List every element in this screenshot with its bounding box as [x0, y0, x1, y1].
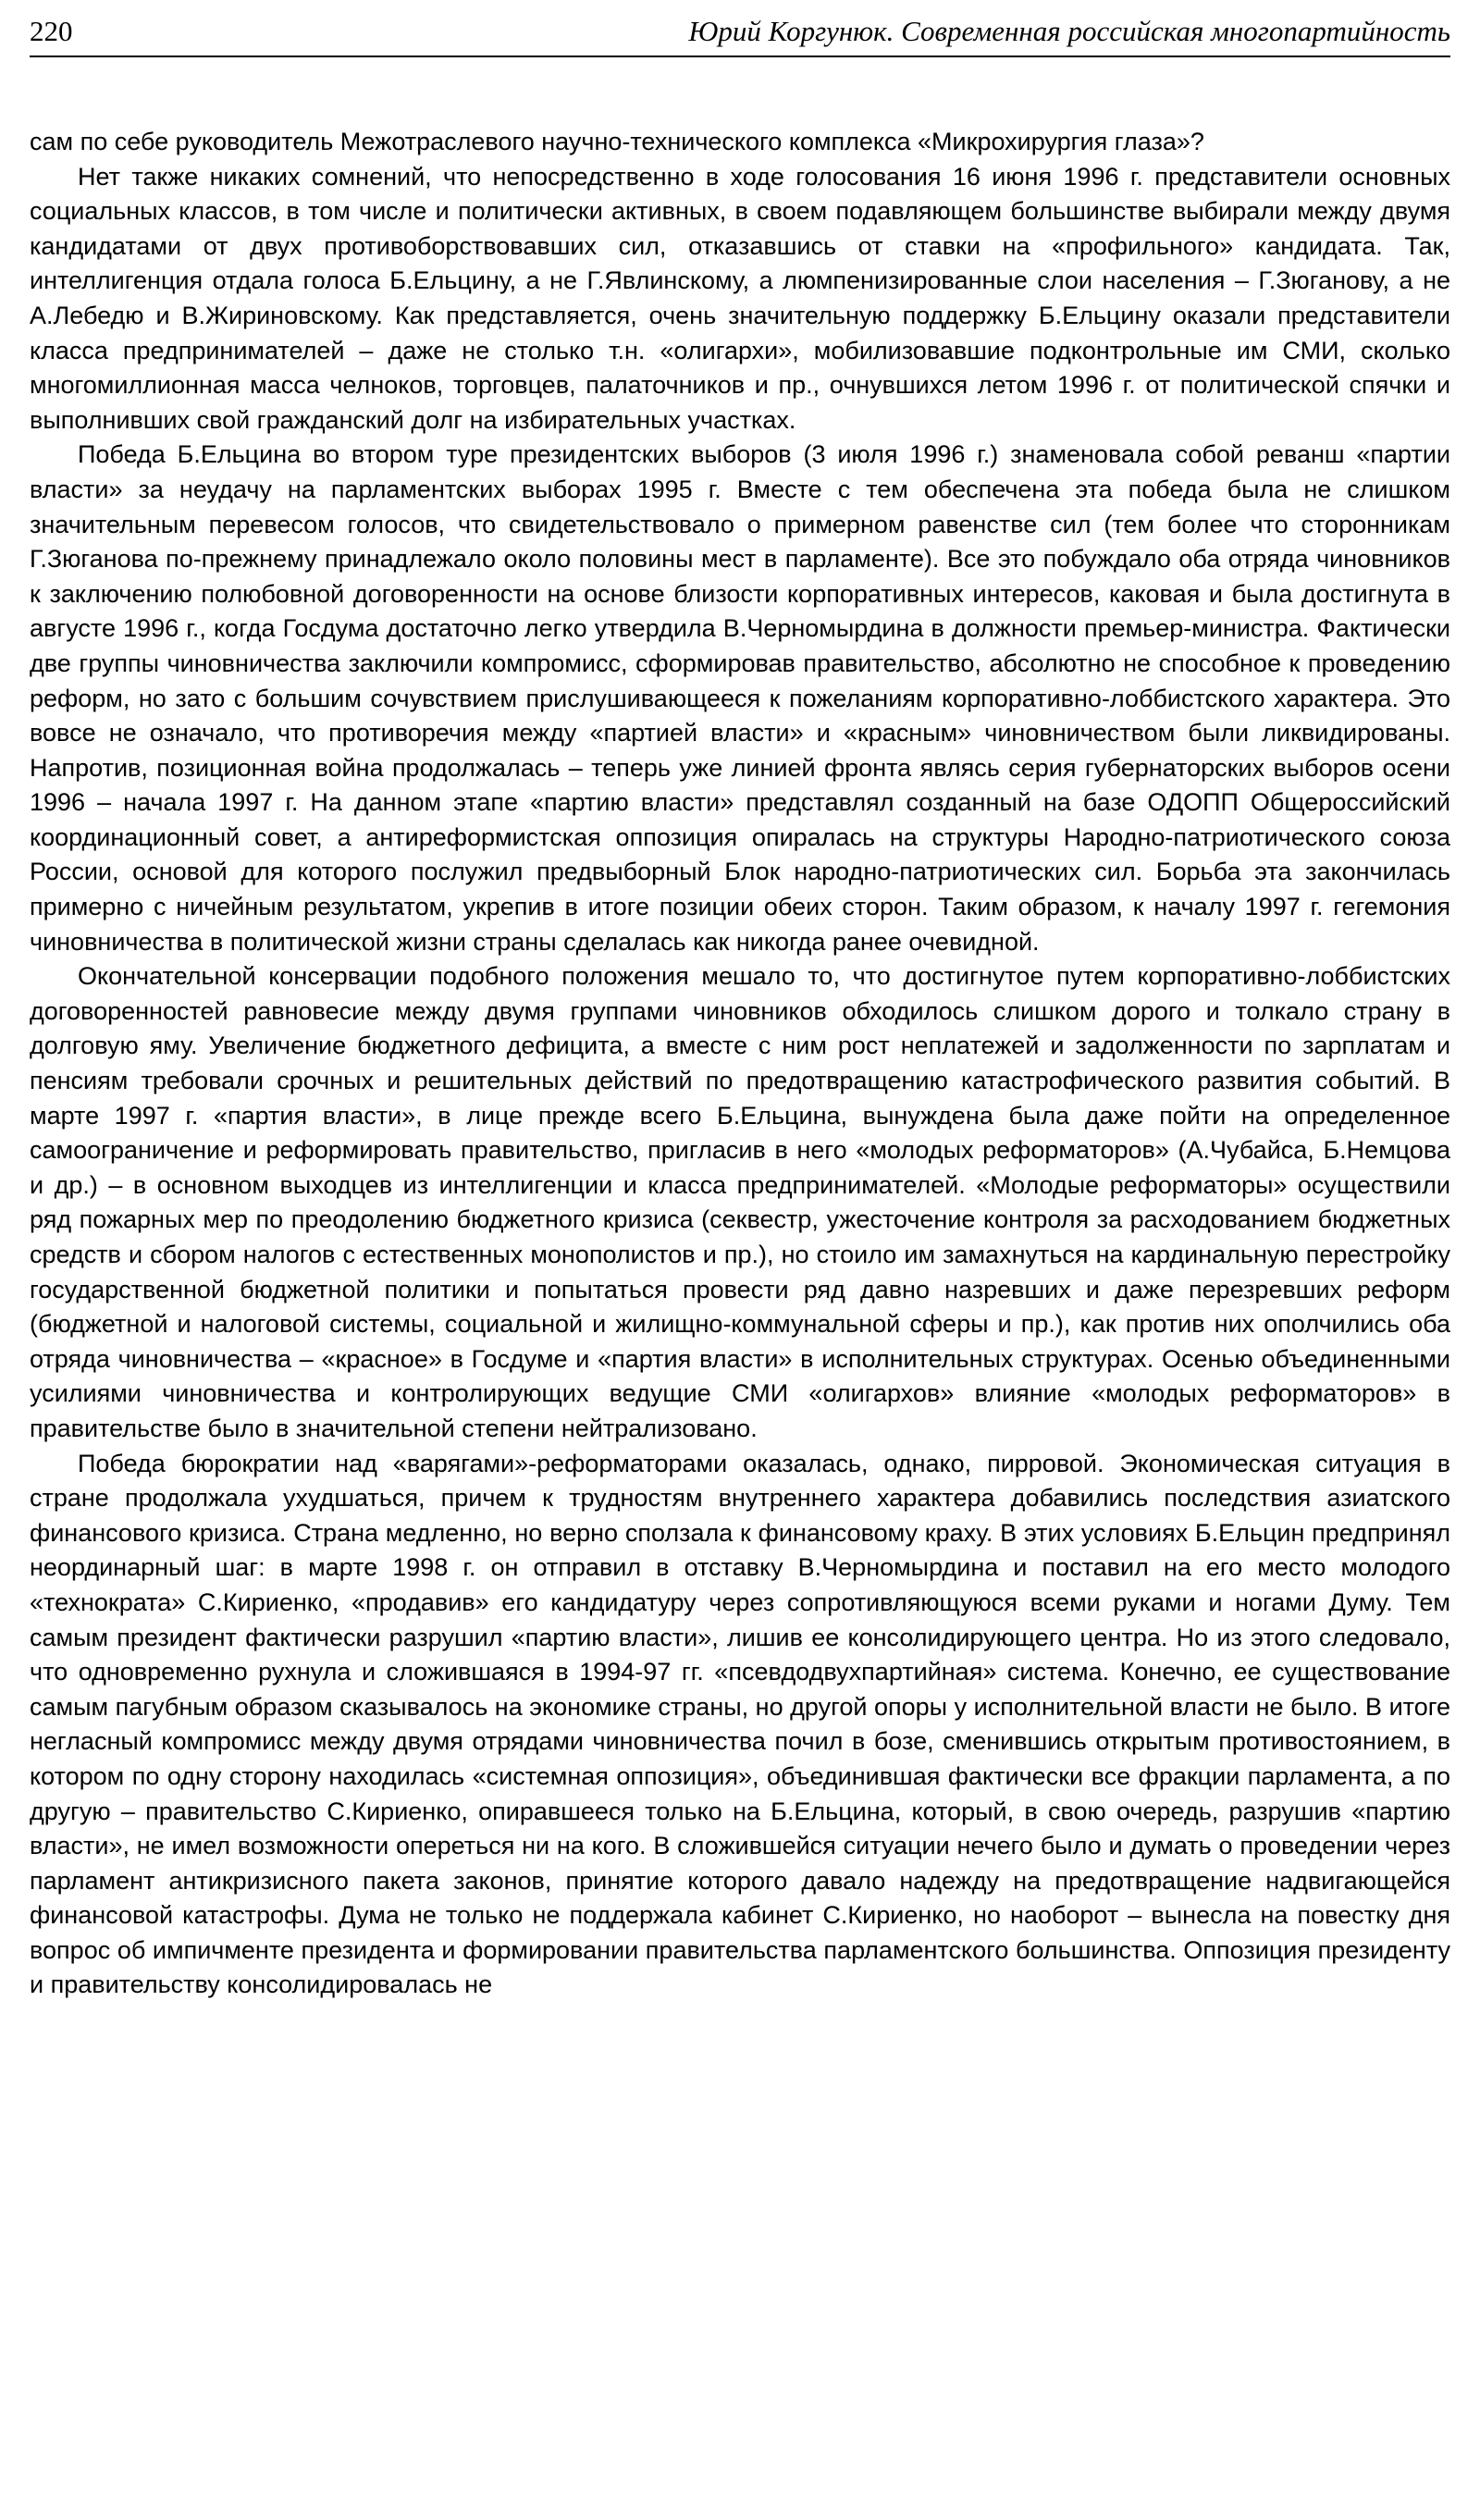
page-number: 220 — [30, 15, 73, 47]
paragraph: Окончательной консервации подобного положения мешало то, что достигнутое путем корпоративно-лоббистских договоренностей равновесие между двумя группами чиновников обходилось слишком дорого и толкало страну в долговую яму. Увеличение бюджетного дефицита, а вместе с ним рост неплатежей и задолженности по зарплатам и пенсиям требовали срочных и решительных действий по предотвращению катастрофического развития событий. В марте 1997 г. «партия власти», в лице прежде всего Б.Ельцина, вынуждена была даже пойти на определенное самоограничение и реформировать правительство, пригласив в него «молодых реформаторов» (А.Чубайса, Б.Немцова и др.) – в основном выходцев из интеллигенции и класса предпринимателей. «Молодые реформаторы» осуществили ряд пожарных мер по преодолению бюджетного кризиса (секвестр, ужесточение контроля за расходованием бюджетных средств и сбором налогов с естественных монополистов и пр.), но стоило им замахнуться на кардинальную перестройку государственной бюджетной политики и попытаться провести ряд давно назревших и даже перезревших реформ (бюджетной и налоговой системы, социальной и жилищно-коммунальной сферы и пр.), как против них ополчились оба отряда чиновничества – «красное» в Госдуме и «партия власти» в исполнительных структурах. Осенью объединенными усилиями чиновничества и контролирующих ведущие СМИ «олигархов» влияние «молодых реформаторов» в правительстве было в значительной степени нейтрализовано. — [30, 962, 1450, 1442]
paragraph-continuation: сам по себе руководитель Межотраслевого научно-технического комплекса «Микрохирургия глаза»? — [30, 128, 1204, 155]
paragraph: Нет также никаких сомнений, что непосредственно в ходе голосования 16 июня 1996 г. представители основных социальных классов, в том числе и политически активных, в своем подавляющем большинстве выбирали между двумя кандидатами от двух противоборствовавших сил, отказавшись от ставки на «профильного» кандидата. Так, интеллигенция отдала голоса Б.Ельцину, а не Г.Явлинскому, а люмпенизированные слои населения – Г.Зюганову, а не А.Лебедю и В.Жириновскому. Как представляется, очень значительную поддержку Б.Ельцину оказали представители класса предпринимателей – даже не столько т.н. «олигархи», мобилизовавшие подконтрольные им СМИ, сколько многомиллионная масса челноков, торговцев, палаточников и пр., очнувшихся летом 1996 г. от политической спячки и выполнивших свой гражданский долг на избирательных участках. — [30, 162, 1450, 434]
running-header — [30, 13, 1450, 57]
body-text — [30, 125, 1450, 2003]
book-page — [30, 0, 1450, 2520]
paragraph: Победа Б.Ельцина во втором туре президентских выборов (3 июля 1996 г.) знаменовала собой реванш «партии власти» за неудачу на парламентских выборах 1995 г. Вместе с тем обеспечена эта победа была не слишком значительным перевесом голосов, что свидетельствовало о примерном равенстве сил (тем более что сторонникам Г.Зюганова по-прежнему принадлежало около половины мест в парламенте). Все это побуждало оба отряда чиновников к заключению полюбовной договоренности на основе близости корпоративных интересов, каковая и была достигнута в августе 1996 г., когда Госдума достаточно легко утвердила В.Черномырдина в должности премьер-министра. Фактически две группы чиновничества заключили компромисс, сформировав правительство, абсолютно не способное к проведению реформ, но зато с большим сочувствием прислушивающееся к пожеланиям корпоративно-лоббистского характера. Это вовсе не означало, что противоречия между «партией власти» и «красным» чиновничеством были ликвидированы. Напротив, позиционная война продолжалась – теперь уже линией фронта являсь серия губернаторских выборов осени 1996 – начала 1997 г. На данном этапе «партию власти» представлял созданный на базе ОДОПП Общероссийский координационный совет, а антиреформистская оппозиция опиралась на структуры Народно-патриотического союза России, основой для которого послужил предвыборный Блок народно-патриотических сил. Борьба эта закончилась примерно с ничейным результатом, укрепив в итоге позиции обеих сторон. Таким образом, к началу 1997 г. гегемония чиновничества в политической жизни страны сделалась как никогда ранее очевидной. — [30, 440, 1450, 956]
paragraph: Победа бюрократии над «варягами»-реформаторами оказалась, однако, пирровой. Экономическая ситуация в стране продолжала ухудшаться, причем к трудностям внутреннего характера добавились последствия азиатского финансового кризиса. Страна медленно, но верно сползала к финансовому краху. В этих условиях Б.Ельцин предпринял неординарный шаг: в марте 1998 г. он отправил в отставку В.Черномырдина и поставил на его место молодого «технократа» С.Кириенко, «продавив» его кандидатуру через сопротивляющуюся всеми руками и ногами Думу. Тем самым президент фактически разрушил «партию власти», лишив ее консолидирующего центра. Но из этого следовало, что одновременно рухнула и сложившаяся в 1994-97 гг. «псевдодвухпартийная» система. Конечно, ее существование самым пагубным образом сказывалось на экономике страны, но другой опоры у исполнительной власти не было. В итоге негласный компромисс между двумя отрядами чиновничества почил в бозе, сменившись открытым противостоянием, в котором по одну сторону находилась «системная оппозиция», объединившая фактически все фракции парламента, а по другую – правительство С.Кириенко, опиравшееся только на Б.Ельцина, который, в свою очередь, разрушив «партию власти», не имел возможности опереться ни на кого. В сложившейся ситуации нечего было и думать о проведении через парламент антикризисного пакета законов, принятие которого давало надежду на предотвращение надвигающейся финансовой катастрофы. Дума не только не поддержала кабинет С.Кириенко, но наоборот – вынесла на повестку дня вопрос об импичменте президента и формировании правительства парламентского большинства. Оппозиция президенту и правительству консолидировалась не — [30, 1449, 1450, 1999]
running-title: Юрий Коргунюк. Современная российская многопартийность — [688, 15, 1450, 47]
